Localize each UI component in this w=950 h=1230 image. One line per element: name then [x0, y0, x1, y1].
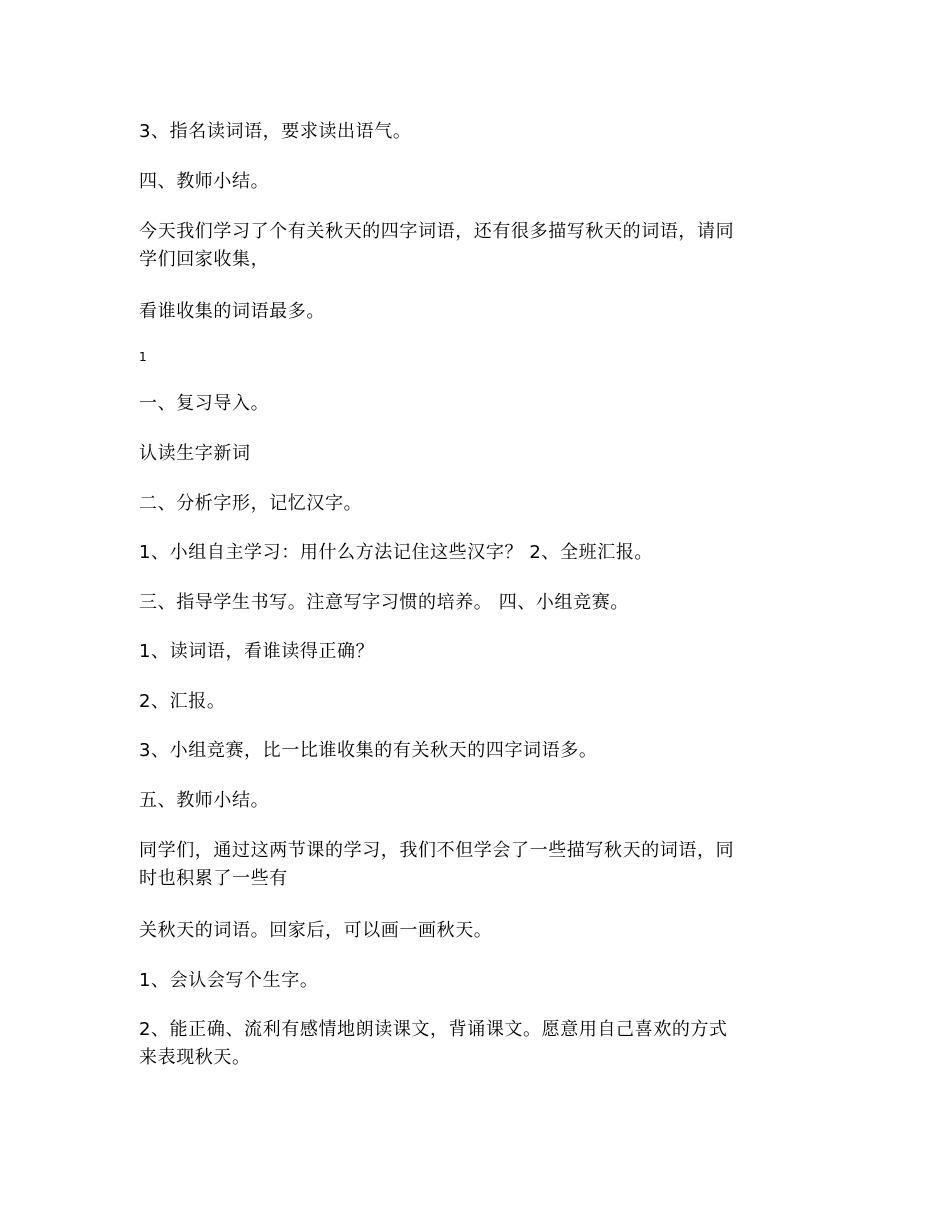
section-heading: 五、教师小结。	[139, 790, 270, 811]
section-heading: 三、指导学生书写。注意写字习惯的培养。 四、小组竞赛。	[139, 592, 629, 613]
text-line: 2、能正确、流利有感情地朗读课文，背诵课文。愿意用自己喜欢的方式	[139, 1019, 728, 1040]
text-line: 学们回家收集，	[139, 249, 270, 270]
text-line: 3、指名读词语，要求读出语气。	[139, 121, 412, 142]
text-line: 时也积累了一些有	[139, 868, 288, 889]
section-heading: 二、分析字形，记忆汉字。	[139, 493, 363, 514]
text-line: 2、汇报。	[139, 691, 226, 712]
page-number: 1	[139, 350, 148, 364]
text-line: 来表现秋天。	[139, 1047, 251, 1068]
text-line: 今天我们学习了个有关秋天的四字词语，还有很多描写秋天的词语，请同	[139, 221, 735, 242]
text-line: 3、小组竞赛，比一比谁收集的有关秋天的四字词语多。	[139, 740, 598, 761]
text-line: 关秋天的词语。回家后，可以画一画秋天。	[139, 920, 493, 941]
text-line: 看谁收集的词语最多。	[139, 301, 325, 322]
text-line: 四、教师小结。	[139, 171, 270, 192]
text-line: 认读生字新词	[139, 443, 251, 464]
text-line: 同学们，通过这两节课的学习，我们不但学会了一些描写秋天的词语，同	[139, 840, 735, 861]
text-line: 1、会认会写个生字。	[139, 970, 319, 991]
text-line: 1、读词语，看谁读得正确？	[139, 641, 375, 662]
section-heading: 一、复习导入。	[139, 393, 270, 414]
text-line: 1、小组自主学习：用什么方法记住这些汉字？ 2、全班汇报。	[139, 542, 654, 563]
